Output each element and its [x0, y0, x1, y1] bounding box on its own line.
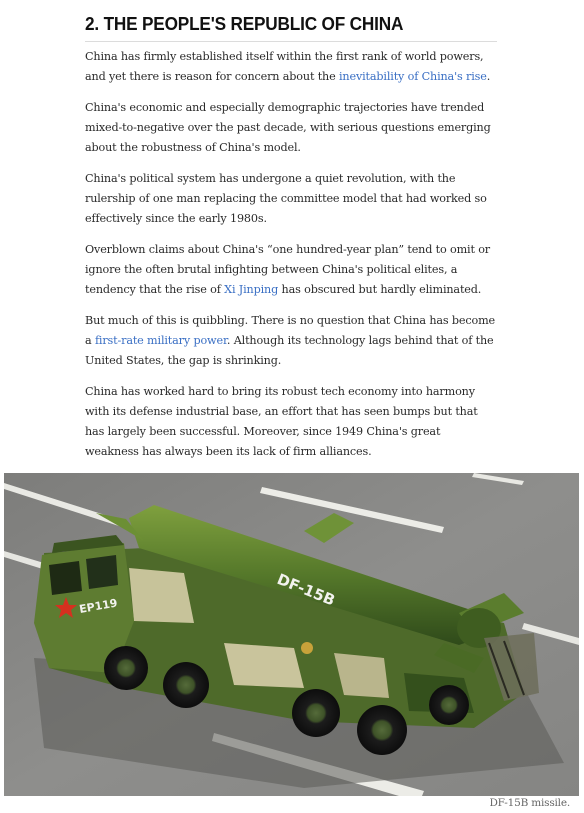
paragraph-4: Overblown claims about China's “one hundred-year plan” tend to omit or ignore the often brutal infighting between China's political elites, a tendency that the rise of Xi Jinping has obscured but hardly eliminated.: [85, 243, 491, 296]
wheel: [292, 689, 340, 737]
missile-photo: [4, 473, 579, 796]
missile-marking: DF-15B: [274, 570, 338, 610]
vehicle-marking: EP119: [78, 596, 119, 616]
section-heading: 2. THE PEOPLE'S REPUBLIC OF CHINA: [85, 13, 404, 34]
camo-patch: [129, 568, 194, 623]
emblem-icon: [301, 642, 313, 654]
camo-patch: [224, 643, 304, 688]
heading-divider: [85, 41, 497, 42]
wheel: [357, 705, 407, 755]
link-xi-jinping[interactable]: Xi Jinping: [224, 283, 279, 296]
wheel: [163, 662, 209, 708]
wheel: [429, 685, 469, 725]
wheel: [104, 646, 148, 690]
paragraph-3: China's political system has undergone a quiet revolution, with the rulership of one man replacing the committee model that had worked so effectively since the early 1980s.: [85, 172, 487, 225]
cab-window: [49, 561, 82, 595]
paragraph-2: China's economic and especially demographic trajectories have trended mixed-to-negative over the past decade, with serious questions emerging about the robustness of China's model.: [85, 101, 491, 154]
paragraph-1: China has firmly established itself within the first rank of world powers, and yet there is reason for concern about the inevitability of China's rise.: [85, 50, 491, 83]
paragraph-5: But much of this is quibbling. There is no question that China has become a first-rate military power. Although its technology lags behind that of the United States, the gap is shrinking.: [85, 314, 496, 367]
photo-caption: DF-15B missile.: [489, 797, 570, 809]
link-inevitability-of-chinas-rise[interactable]: inevitability of China's rise: [338, 70, 487, 83]
cab-window: [86, 555, 118, 589]
link-first-rate-military-power[interactable]: first-rate military power: [94, 334, 227, 347]
paragraph-6: China has worked hard to bring its robust tech economy into harmony with its defense industrial base, an effort that has seen bumps but that has largely been successful. Moreover, since 1949 China's great weakness has always been its lack of firm alliances.: [85, 385, 478, 458]
article-body: [85, 0, 497, 462]
